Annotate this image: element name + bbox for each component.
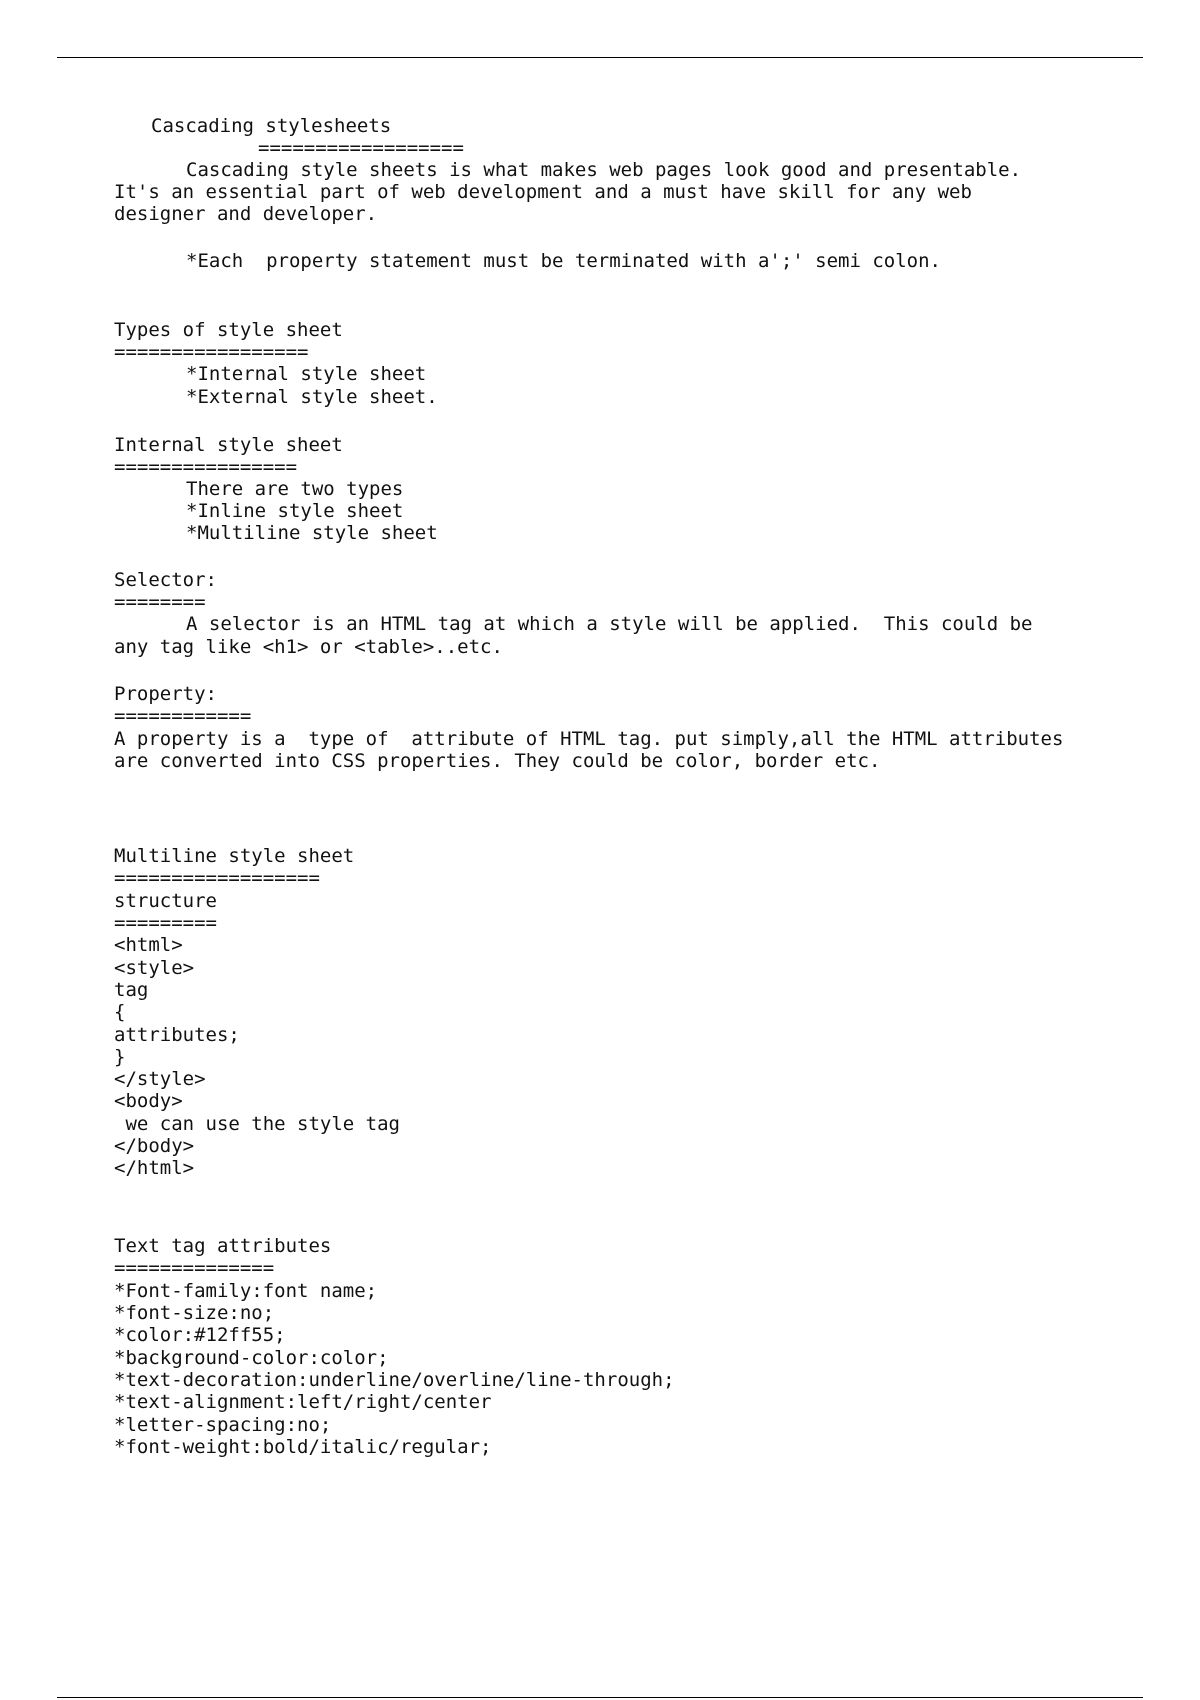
paragraph-line: A selector is an HTML tag at which a style will be applied. This could be bbox=[186, 613, 1033, 635]
code-line: <style> bbox=[114, 957, 195, 979]
paragraph-line: Cascading style sheets is what makes web pages look good and presentable. bbox=[186, 159, 1022, 181]
code-line: <body> bbox=[114, 1090, 183, 1112]
list-item: *Inline style sheet bbox=[186, 500, 404, 522]
section-underline: ======== bbox=[114, 591, 206, 613]
section-heading: Types of style sheet bbox=[114, 319, 343, 341]
paragraph-line: There are two types bbox=[186, 478, 404, 500]
code-line: tag bbox=[114, 979, 149, 1001]
paragraph-line: A property is a type of attribute of HTML tag. put simply,all the HTML attributes bbox=[114, 728, 1064, 750]
code-line: } bbox=[114, 1046, 126, 1068]
list-item: *text-alignment:left/right/center bbox=[114, 1391, 492, 1413]
code-line: </html> bbox=[114, 1157, 195, 1179]
section-heading: Internal style sheet bbox=[114, 434, 343, 456]
section-underline: ============== bbox=[114, 1257, 275, 1279]
list-item: *text-decoration:underline/overline/line-through; bbox=[114, 1369, 675, 1391]
section-heading: Multiline style sheet bbox=[114, 845, 355, 867]
document-title: Cascading stylesheets bbox=[151, 115, 392, 137]
list-item: *letter-spacing:no; bbox=[114, 1414, 332, 1436]
note-line: *Each property statement must be terminated with a';' semi colon. bbox=[186, 250, 941, 272]
list-item: *Font-family:font name; bbox=[114, 1280, 378, 1302]
section-underline: ================== bbox=[114, 867, 320, 889]
section-heading: Text tag attributes bbox=[114, 1235, 332, 1257]
paragraph-line: any tag like <h1> or <table>..etc. bbox=[114, 636, 503, 658]
code-line: { bbox=[114, 1001, 126, 1023]
code-line: <html> bbox=[114, 934, 183, 956]
list-item: *font-weight:bold/italic/regular; bbox=[114, 1436, 492, 1458]
code-line: </style> bbox=[114, 1068, 206, 1090]
bottom-rule bbox=[57, 1697, 1143, 1698]
title-underline: ================== bbox=[258, 137, 464, 159]
list-item: *background-color:color; bbox=[114, 1347, 389, 1369]
paragraph-line: It's an essential part of web development and a must have skill for any web bbox=[114, 181, 972, 203]
list-item: *color:#12ff55; bbox=[114, 1324, 286, 1346]
code-line: </body> bbox=[114, 1135, 195, 1157]
section-underline: ================= bbox=[114, 341, 309, 363]
list-item: *Multiline style sheet bbox=[186, 522, 438, 544]
list-item: *Internal style sheet bbox=[186, 363, 427, 385]
subsection-underline: ========= bbox=[114, 912, 217, 934]
list-item: *External style sheet. bbox=[186, 386, 438, 408]
paragraph-line: designer and developer. bbox=[114, 203, 378, 225]
paragraph-line: are converted into CSS properties. They could be color, border etc. bbox=[114, 750, 881, 772]
code-line: we can use the style tag bbox=[114, 1113, 400, 1135]
section-heading: Selector: bbox=[114, 569, 217, 591]
subsection-heading: structure bbox=[114, 890, 217, 912]
code-line: attributes; bbox=[114, 1024, 240, 1046]
section-underline: ================ bbox=[114, 456, 298, 478]
section-underline: ============ bbox=[114, 705, 252, 727]
section-heading: Property: bbox=[114, 683, 217, 705]
list-item: *font-size:no; bbox=[114, 1302, 275, 1324]
